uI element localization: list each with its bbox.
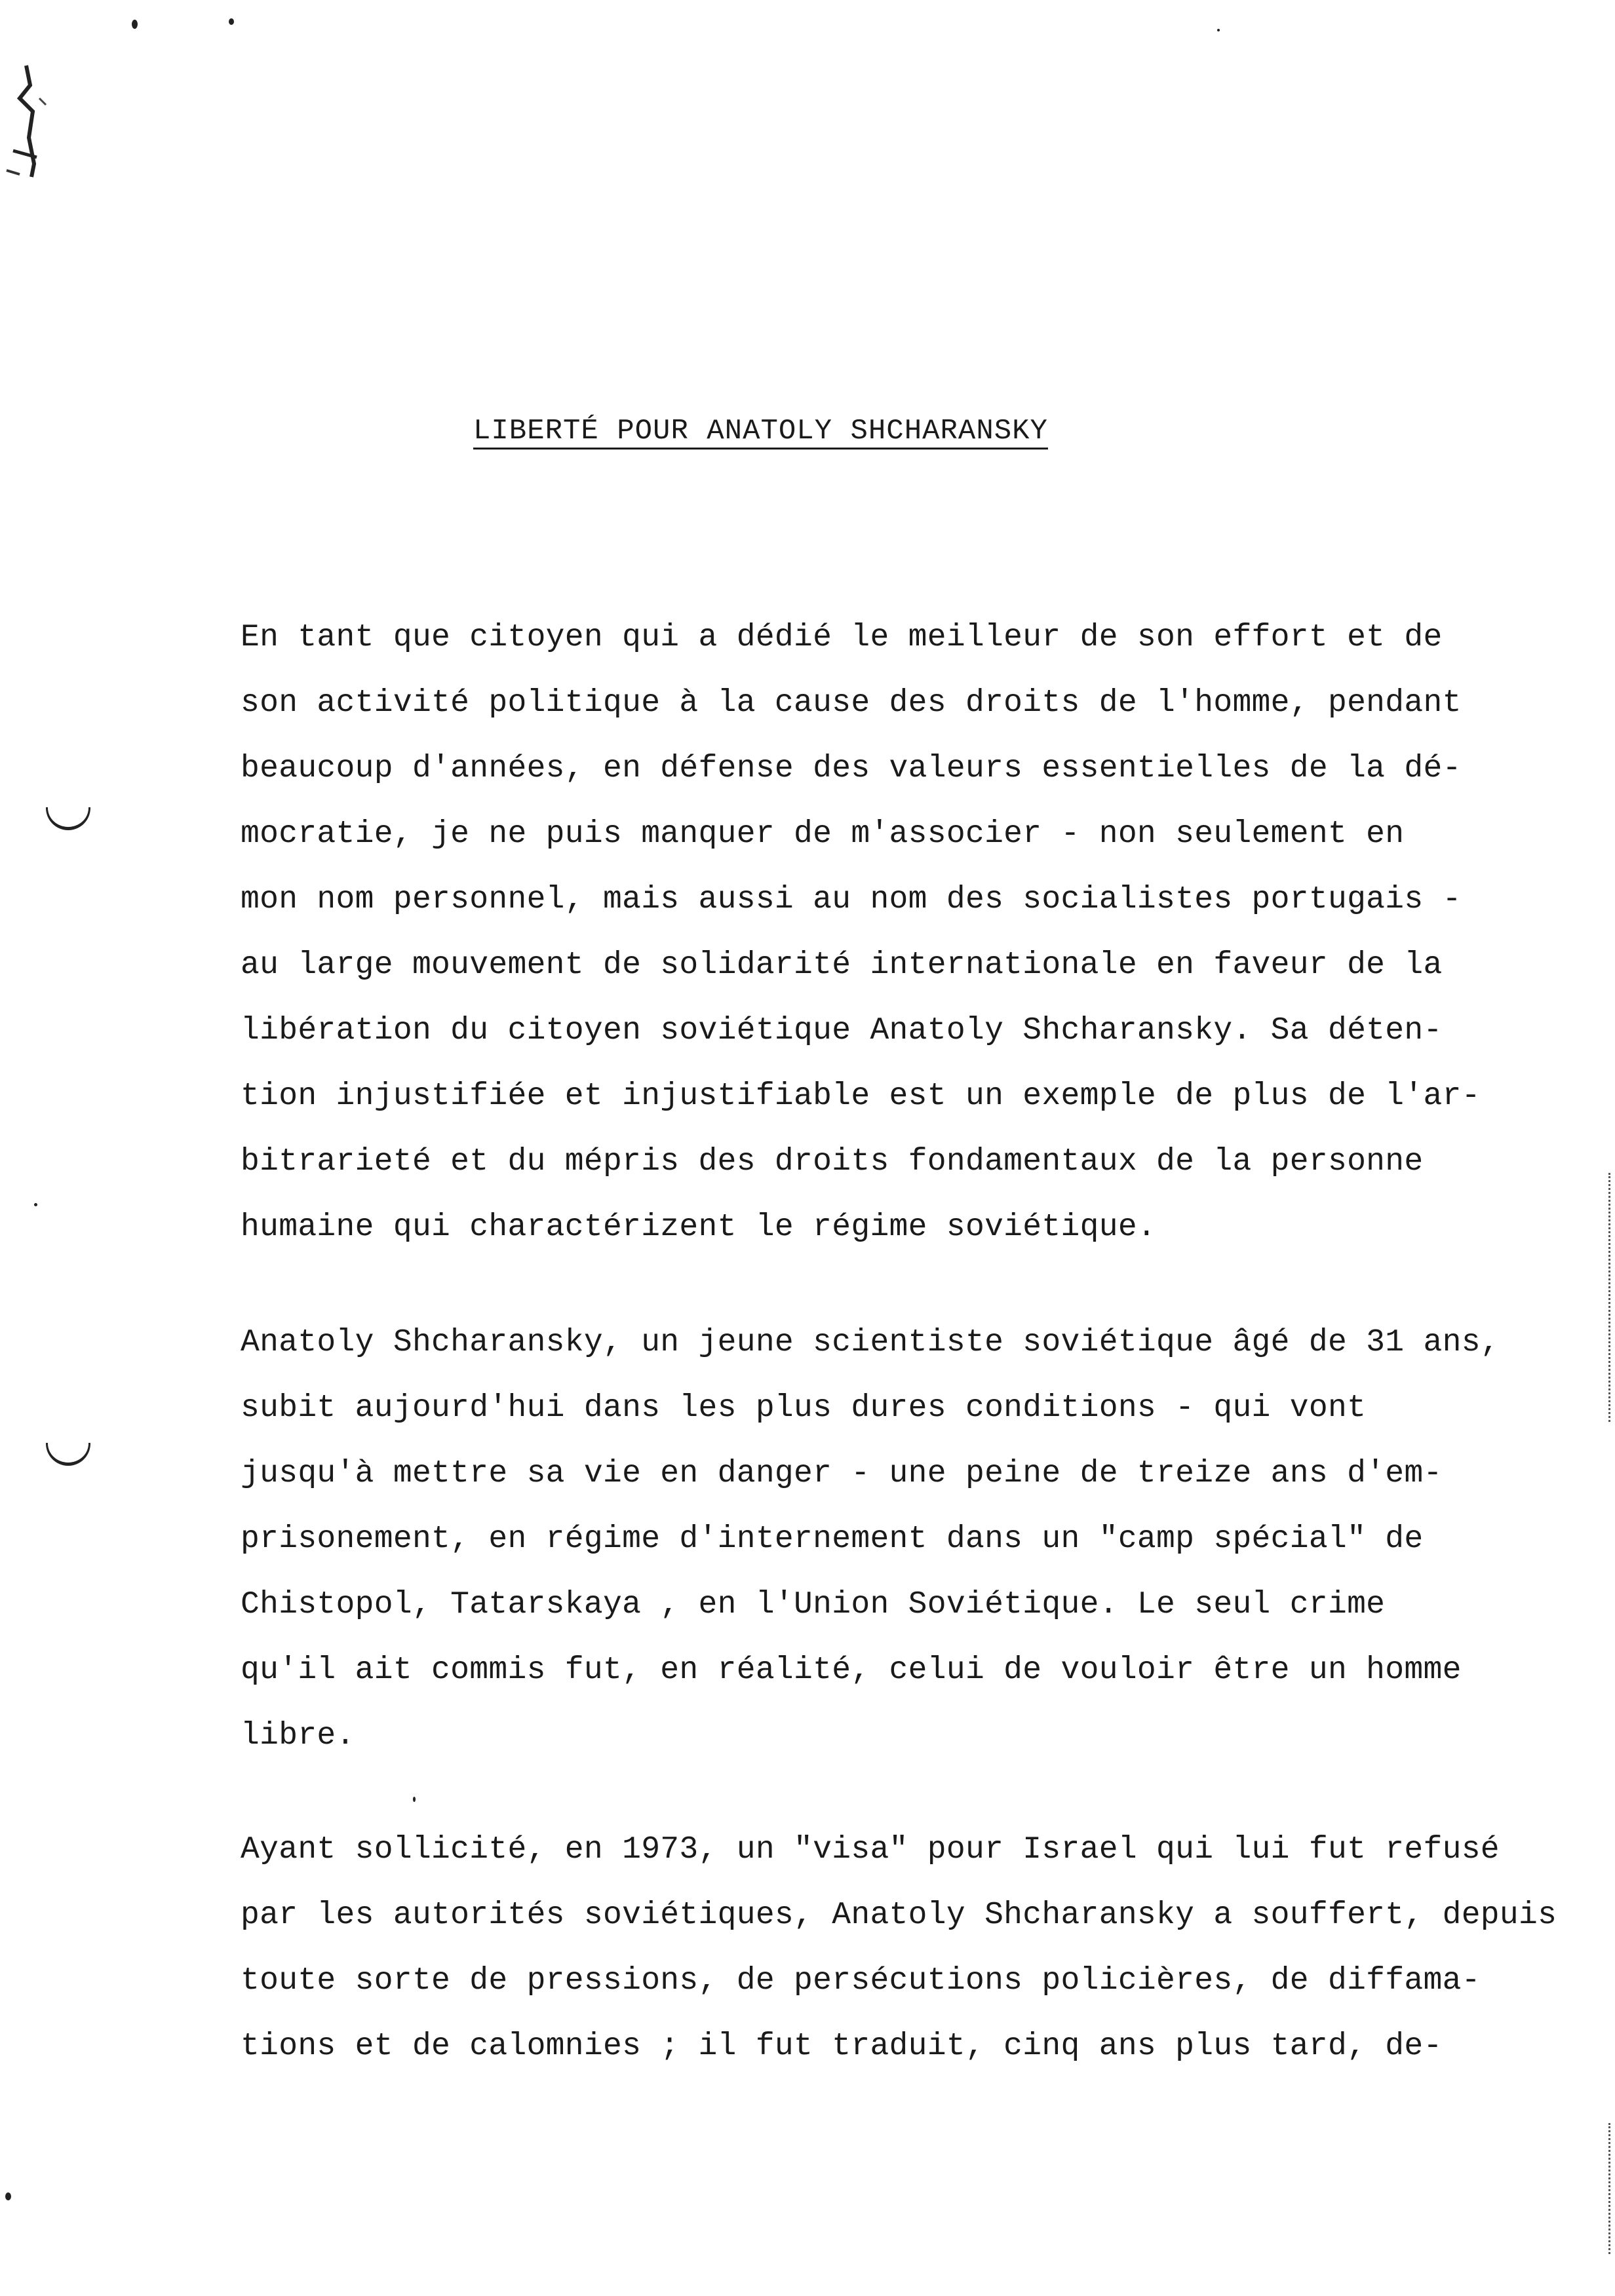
scan-speck: [34, 1203, 37, 1206]
paragraph-1-line: mon nom personnel, mais aussi au nom des socialistes portugais -: [241, 882, 1462, 917]
paragraph-1-line: au large mouvement de solidarité internationale en faveur de la: [241, 947, 1443, 983]
binder-hole-icon: [46, 807, 90, 830]
paragraph-3-line: par les autorités soviétiques, Anatoly Shcharansky a souffert, depuis: [241, 1898, 1557, 1933]
paragraph-2-line: qu'il ait commis fut, en réalité, celui de vouloir être un homme: [241, 1653, 1462, 1688]
page-edge-artifact: [1608, 1173, 1613, 1422]
paragraph-1-line: libération du citoyen soviétique Anatoly Shcharansky. Sa déten-: [241, 1013, 1443, 1048]
paragraph-2-line: subit aujourd'hui dans les plus dures conditions - qui vont: [241, 1390, 1367, 1426]
paragraph-1-line: beaucoup d'années, en défense des valeurs essentielles de la dé-: [241, 751, 1462, 786]
document-title: LIBERTÉ POUR ANATOLY SHCHARANSKY: [473, 415, 1048, 448]
paragraph-3-line: Ayant sollicité, en 1973, un "visa" pour Israel qui lui fut refusé: [241, 1832, 1500, 1867]
scan-speck: [413, 1797, 416, 1802]
paragraph-2-line: jusqu'à mettre sa vie en danger - une peine de treize ans d'em-: [241, 1456, 1443, 1491]
paragraph-1-line: mocratie, je ne puis manquer de m'associer - non seulement en: [241, 816, 1405, 852]
paragraph-2-line: Anatoly Shcharansky, un jeune scientiste soviétique âgé de 31 ans,: [241, 1325, 1500, 1360]
paragraph-1-line: son activité politique à la cause des droits de l'homme, pendant: [241, 685, 1462, 721]
paragraph-3-line: toute sorte de pressions, de persécutions policières, de diffama-: [241, 1963, 1481, 1999]
paragraph-1-line: bitrarieté et du mépris des droits fondamentaux de la personne: [241, 1144, 1424, 1179]
paragraph-2-line: Chistopol, Tatarskaya , en l'Union Soviétique. Le seul crime: [241, 1587, 1386, 1622]
scan-speck: [1217, 29, 1220, 31]
paragraph-1-line: En tant que citoyen qui a dédié le meilleur de son effort et de: [241, 620, 1443, 655]
paragraph-2-line: prisonement, en régime d'internement dans un "camp spécial" de: [241, 1521, 1424, 1557]
scan-speck: [5, 2192, 11, 2200]
staple-mark-icon: [0, 59, 52, 183]
paragraph-1-line: tion injustifiée et injustifiable est un exemple de plus de l'ar-: [241, 1079, 1481, 1114]
scan-speck: [229, 18, 234, 25]
binder-hole-icon: [46, 1443, 90, 1466]
paragraph-1-line: humaine qui charactérizent le régime soviétique.: [241, 1210, 1157, 1245]
paragraph-2-line: libre.: [241, 1718, 355, 1753]
page-edge-artifact: [1608, 2123, 1613, 2254]
paragraph-3-line: tions et de calomnies ; il fut traduit, cinq ans plus tard, de-: [241, 2029, 1443, 2064]
scan-speck: [132, 20, 138, 29]
